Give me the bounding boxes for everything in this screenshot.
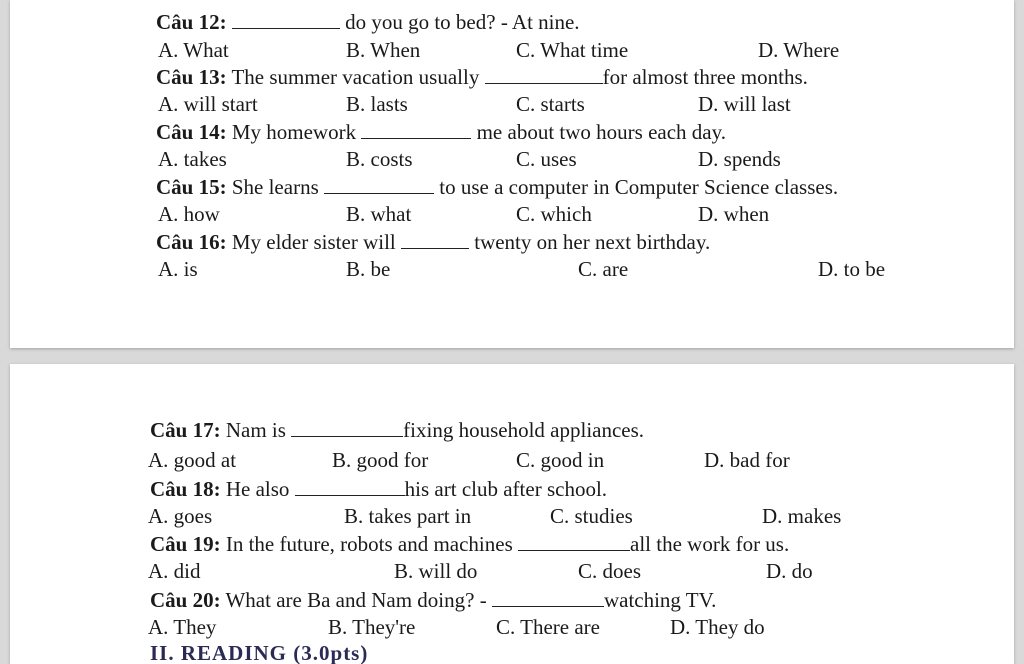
question-number: Câu 12: (156, 10, 227, 34)
question-text-after: do you go to bed? - At nine. (345, 10, 580, 34)
answer-blank (485, 67, 603, 84)
question-text-before: In the future, robots and machines (225, 532, 513, 556)
answer-blank (361, 122, 471, 139)
question-text-after: all the work for us. (630, 532, 790, 556)
answer-blank (492, 590, 604, 607)
question-text-before: My elder sister will (231, 230, 396, 254)
option-b: B. When (346, 38, 421, 62)
question-text-before: He also (225, 477, 290, 501)
question-text-before: The summer vacation usually (231, 65, 480, 89)
option-a: A. What (158, 38, 229, 62)
option-b: B. good for (332, 448, 429, 472)
option-b: B. what (346, 202, 412, 226)
option-c: C. are (578, 257, 629, 281)
option-c: C. What time (516, 38, 629, 62)
question-18 (150, 477, 607, 501)
question-number: Câu 17: (150, 418, 221, 442)
option-a: A. will start (158, 92, 258, 116)
question-text-after: watching TV. (603, 588, 717, 612)
question-16 (156, 230, 710, 254)
option-d: D. to be (818, 257, 886, 281)
question-number: Câu 18: (150, 477, 221, 501)
question-number: Câu 14: (156, 120, 227, 144)
option-c: C. starts (516, 92, 585, 116)
question-text-before: Nam is (225, 418, 286, 442)
question-text-after: his art club after school. (404, 477, 608, 501)
option-d: D. will last (698, 92, 791, 116)
question-number: Câu 16: (156, 230, 227, 254)
document-page-2 (10, 364, 1014, 664)
option-d: D. do (766, 559, 813, 583)
option-c: C. uses (516, 147, 577, 171)
option-c: C. There are (496, 615, 600, 639)
option-a: A. goes (148, 504, 213, 528)
question-12 (156, 10, 580, 34)
question-text-after: me about two hours each day. (476, 120, 726, 144)
option-c: C. which (516, 202, 592, 226)
question-20 (150, 588, 716, 612)
question-text-after: to use a computer in Computer Science classes. (439, 175, 839, 199)
question-19 (150, 532, 789, 556)
option-a: A. is (158, 257, 198, 281)
question-number: Câu 19: (150, 532, 221, 556)
answer-blank (295, 479, 405, 496)
question-text-after: twenty on her next birthday. (474, 230, 711, 254)
question-13 (156, 65, 808, 89)
option-d: D. makes (762, 504, 842, 528)
question-17 (150, 418, 644, 442)
option-b: B. will do (394, 559, 478, 583)
option-d: D. Where (758, 38, 840, 62)
section-heading-cut-off: II. READING (3.0pts) (150, 641, 369, 664)
answer-blank (232, 12, 340, 29)
question-text-after: for almost three months. (602, 65, 808, 89)
question-number: Câu 13: (156, 65, 227, 89)
option-c: C. does (578, 559, 641, 583)
question-14 (156, 120, 726, 144)
option-b: B. costs (346, 147, 413, 171)
option-a: A. They (148, 615, 217, 639)
option-b: B. takes part in (344, 504, 472, 528)
answer-blank (291, 420, 403, 437)
question-text-before: She learns (231, 175, 319, 199)
option-c: C. studies (550, 504, 633, 528)
option-d: D. bad for (704, 448, 790, 472)
question-15 (156, 175, 838, 199)
option-d: D. when (698, 202, 770, 226)
document-page-1 (10, 0, 1014, 348)
option-a: A. good at (148, 448, 237, 472)
option-d: D. spends (698, 147, 781, 171)
option-a: A. takes (158, 147, 227, 171)
question-number: Câu 20: (150, 588, 221, 612)
answer-blank (401, 232, 469, 249)
option-b: B. be (346, 257, 391, 281)
question-text-before: My homework (231, 120, 357, 144)
question-text-before: What are Ba and Nam doing? - (225, 588, 487, 612)
option-d: D. They do (670, 615, 765, 639)
option-b: B. They're (328, 615, 416, 639)
option-b: B. lasts (346, 92, 408, 116)
question-number: Câu 15: (156, 175, 227, 199)
option-a: A. how (158, 202, 220, 226)
answer-blank (324, 177, 434, 194)
option-a: A. did (148, 559, 201, 583)
question-text-after: fixing household appliances. (403, 418, 645, 442)
answer-blank (518, 534, 630, 551)
option-c: C. good in (516, 448, 605, 472)
